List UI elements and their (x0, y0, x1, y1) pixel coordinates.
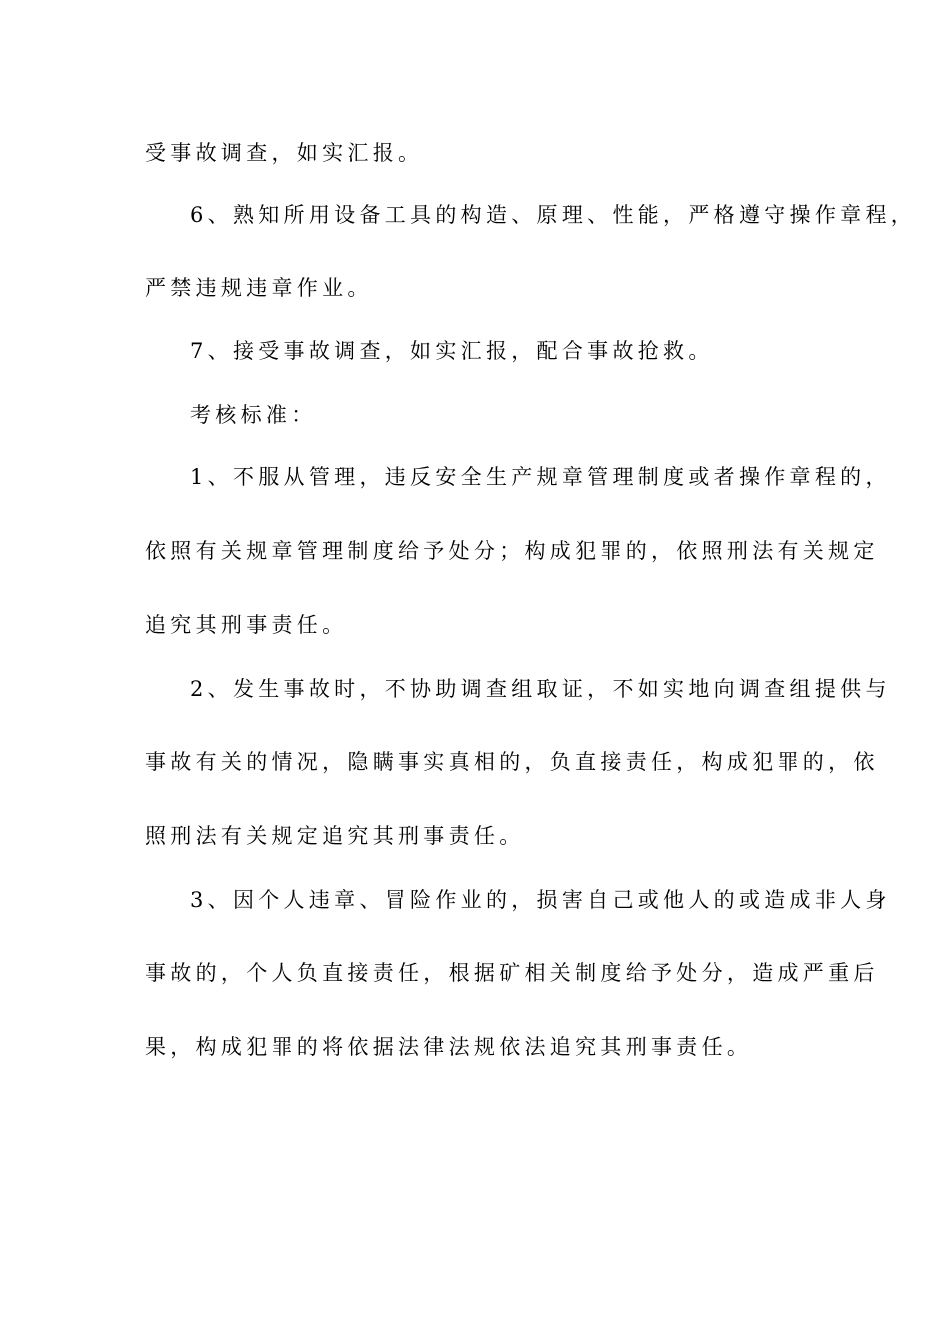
text-line: 追究其刑事责任。 (145, 613, 348, 637)
text-line: 依照有关规章管理制度给予处分；构成犯罪的，依照刑法有关规定 (145, 539, 879, 563)
section-heading: 考核标准： (190, 403, 317, 427)
text-line: 事故有关的情况，隐瞒事实真相的，负直接责任，构成犯罪的，依 (145, 750, 879, 774)
text-line: 果，构成犯罪的将依据法律法规依法追究其刑事责任。 (145, 1035, 753, 1059)
text-line: 2、发生事故时，不协助调查组取证，不如实地向调查组提供与 (190, 677, 891, 701)
text-line: 严禁违规违章作业。 (145, 276, 373, 300)
text-line: 7、接受事故调查，如实汇报，配合事故抢救。 (190, 339, 714, 363)
text-line: 照刑法有关规定追究其刑事责任。 (145, 824, 525, 848)
text-line: 事故的，个人负直接责任，根据矿相关制度给予处分，造成严重后 (145, 961, 879, 985)
text-line: 3、因个人违章、冒险作业的，损害自己或他人的或造成非人身 (190, 888, 891, 912)
text-line: 1、不服从管理，违反安全生产规章管理制度或者操作章程的， (190, 465, 891, 489)
text-line: 受事故调查，如实汇报。 (145, 141, 424, 165)
text-line: 6、熟知所用设备工具的构造、原理、性能，严格遵守操作章程， (190, 203, 917, 227)
